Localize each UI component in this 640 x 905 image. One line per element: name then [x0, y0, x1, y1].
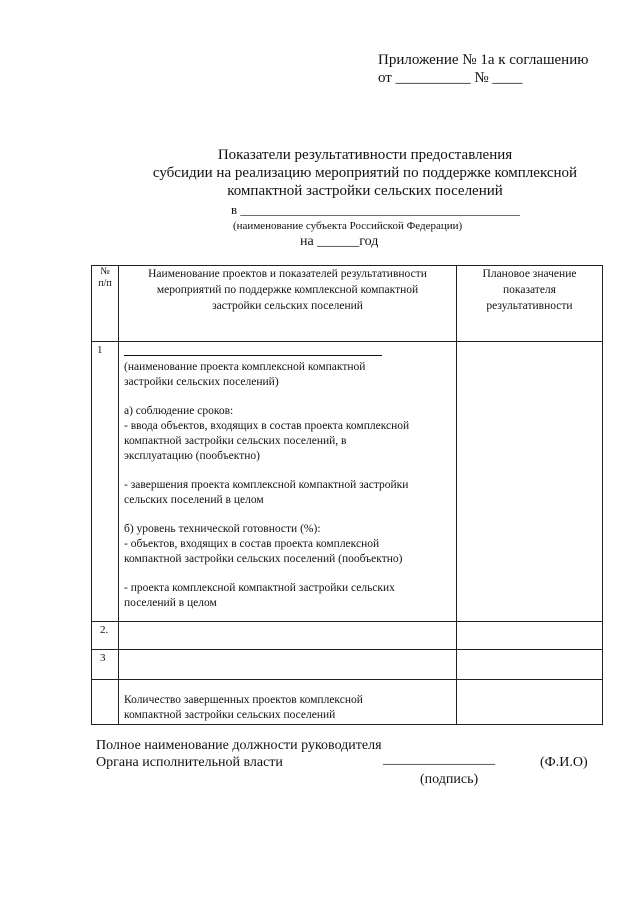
- fio-label: (Ф.И.О): [540, 755, 588, 770]
- header-plan-line-2: показателя: [503, 284, 556, 296]
- project-caption-line-2: застройки сельских поселений): [124, 376, 279, 388]
- row-3-num: 3: [92, 650, 119, 680]
- indicator-b2-line-2: поселений в целом: [124, 597, 217, 609]
- signature-position-line-2: Органа исполнительной власти: [96, 755, 283, 770]
- indicators-table: [91, 265, 603, 725]
- total-plan-value[interactable]: [457, 680, 603, 725]
- row-1-plan-value[interactable]: [457, 342, 603, 622]
- table-header-row: [92, 266, 603, 342]
- indicator-a1-line-1: - ввода объектов, входящих в состав проекта комплексной: [124, 420, 410, 432]
- table-row-2: [92, 622, 603, 650]
- row-2-plan-value[interactable]: [457, 622, 603, 650]
- row-1-num: 1: [92, 342, 119, 622]
- header-name-line-3: застройки сельских поселений: [212, 300, 363, 312]
- total-description: [119, 680, 457, 725]
- header-plan-line-3: результативности: [486, 300, 573, 312]
- indicator-a2-line-2: сельских поселений в целом: [124, 494, 264, 506]
- header-name-line-2: мероприятий по поддержке комплексной компактной: [156, 284, 419, 296]
- indicator-b1-line-2: компактной застройки сельских поселений (пообъектно): [124, 553, 403, 565]
- indicator-b2-line-1: - проекта комплексной компактной застройки сельских: [124, 582, 395, 594]
- indicator-a1-line-3: эксплуатацию (пообъектно): [124, 450, 260, 462]
- header-num: №: [100, 266, 110, 277]
- total-line-2: компактной застройки сельских поселений: [124, 709, 336, 721]
- row-3-plan-value[interactable]: [457, 650, 603, 680]
- total-num: [92, 680, 119, 725]
- signature-position-line-1: Полное наименование должности руководителя: [96, 738, 382, 753]
- row-1-description: [119, 342, 457, 622]
- title-line-1: Показатели результативности предоставления: [217, 147, 513, 163]
- indicator-a2-line-1: - завершения проекта комплексной компактной застройки: [124, 479, 409, 491]
- title-line-3: компактной застройки сельских поселений: [227, 183, 503, 199]
- subject-line: в ___________________________________________: [231, 202, 520, 217]
- appendix-line-2: от __________ № ____: [378, 70, 523, 86]
- indicator-a1-line-2: компактной застройки сельских поселений, в: [124, 435, 347, 447]
- project-caption-line-1: (наименование проекта комплексной компактной: [124, 361, 366, 373]
- title-line-2: субсидии на реализацию мероприятий по поддержке комплексной: [152, 165, 578, 181]
- subject-caption: (наименование субъекта Российской Федерации): [233, 220, 463, 232]
- header-name-cell: [119, 266, 457, 342]
- header-num-2: п/п: [98, 278, 112, 289]
- table-row-1: [92, 342, 603, 622]
- indicator-b-title: б) уровень технической готовности (%):: [124, 523, 321, 535]
- indicator-a-title: а) соблюдение сроков:: [124, 405, 234, 417]
- signature-caption: (подпись): [420, 772, 479, 787]
- header-name-line-1: Наименование проектов и показателей результативности: [148, 268, 427, 280]
- header-num-cell: [92, 266, 119, 342]
- row-2-description[interactable]: [119, 622, 457, 650]
- table-row-total: [92, 680, 603, 725]
- signature-blank[interactable]: ________________: [383, 752, 495, 767]
- table-row-3: [92, 650, 603, 680]
- year-line: на ______год: [300, 234, 379, 249]
- appendix-line-1: Приложение № 1а к соглашению: [378, 52, 589, 68]
- header-plan-cell: [457, 266, 603, 342]
- row-3-description[interactable]: [119, 650, 457, 680]
- indicator-b1-line-1: - объектов, входящих в состав проекта комплексной: [124, 538, 380, 550]
- row-2-num: 2.: [92, 622, 119, 650]
- header-plan-line-1: Плановое значение: [482, 268, 577, 280]
- project-name-blank[interactable]: [124, 355, 382, 356]
- total-line-1: Количество завершенных проектов комплексной: [124, 694, 363, 706]
